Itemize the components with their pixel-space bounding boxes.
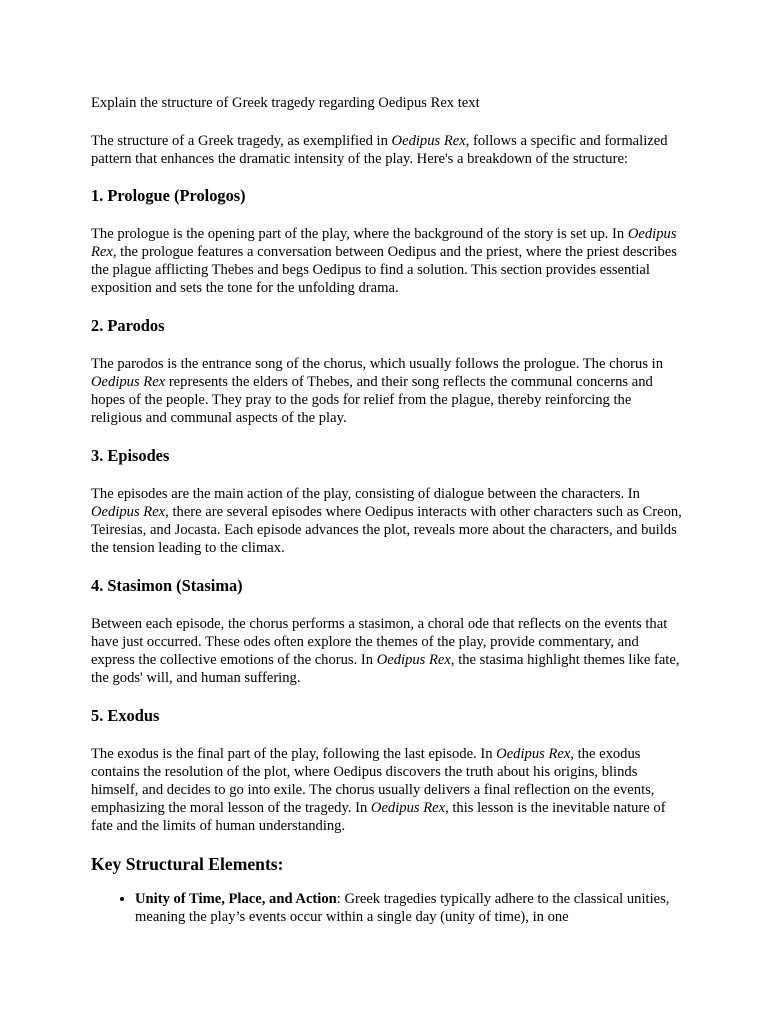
section-heading-stasimon: 4. Stasimon (Stasima) (91, 576, 243, 595)
play-title: Oedipus Rex (91, 374, 166, 390)
section-text: , this lesson is the inevitable nature of fate and the limits of human understanding. (91, 800, 666, 834)
section-text: The parodos is the entrance song of the chorus, which usually follows the prologue. The chorus in (91, 356, 663, 372)
section-text: , the stasima highlight themes like fate, the gods' will, and human suffering. (91, 652, 680, 686)
intro-paragraph (91, 132, 683, 168)
section-body-exodus (91, 745, 683, 835)
section-text: represents the elders of Thebes, and their song reflects the communal concerns and hopes of the people. They pray to the gods for relief from the plague, thereby reinforcing the religious and communal aspects of the play. (91, 374, 653, 426)
intro-title: Oedipus Rex (391, 133, 466, 149)
section-heading-episodes: 3. Episodes (91, 446, 170, 465)
play-title: Oedipus Rex (91, 226, 677, 260)
section-heading-exodus: 5. Exodus (91, 706, 160, 725)
list-item-text: : Greek tragedies typically adhere to the classical unities, meaning the play’s events occur within a single day (unity of time), in one (135, 891, 670, 925)
section-body-parodos (91, 355, 683, 427)
play-title: Oedipus Rex (376, 652, 451, 668)
list-item-term: Unity of Time, Place, and Action (135, 891, 337, 907)
section-body-stasimon (91, 615, 683, 687)
section-text: The prologue is the opening part of the play, where the background of the story is set up. In (91, 226, 628, 242)
play-title: Oedipus Rex (370, 800, 446, 816)
section-body-prologue (91, 225, 683, 297)
list-item (135, 890, 683, 926)
question-text: Explain the structure of Greek tragedy regarding Oedipus Rex text (91, 95, 480, 111)
play-title: Oedipus Rex (91, 504, 166, 520)
section-text: The exodus is the final part of the play, following the last episode. In (91, 746, 497, 762)
intro-text-start: The structure of a Greek tragedy, as exemplified in (91, 133, 392, 149)
section-text: The episodes are the main action of the play, consisting of dialogue between the characters. In (91, 486, 640, 502)
key-elements-list (91, 890, 683, 926)
document-page (91, 94, 683, 926)
section-body-episodes (91, 485, 683, 557)
section-text: , the prologue features a conversation between Oedipus and the priest, where the priest describes the plague afflicting Thebes and begs Oedipus to find a solution. This section provides essential exposition and sets the tone for the unfolding drama. (91, 244, 677, 296)
key-elements-heading: Key Structural Elements: (91, 854, 284, 874)
play-title: Oedipus Rex (496, 746, 571, 762)
section-text: , there are several episodes where Oedipus interacts with other characters such as Creon, Teiresias, and Jocasta. Each episode advances the plot, reveals more about the characters, and builds the tension leading to the climax. (91, 504, 682, 556)
section-text: , the exodus contains the resolution of the plot, where Oedipus discovers the truth about his origins, blinds himself, and decides to go into exile. The chorus usually delivers a final reflection on the events, emphasizing the moral lesson of the tragedy. In (91, 746, 655, 816)
intro-text-end: , follows a specific and formalized pattern that enhances the dramatic intensity of the play. Here's a breakdown of the structure: (91, 133, 668, 167)
section-heading-prologue: 1. Prologue (Prologos) (91, 186, 246, 205)
section-heading-parodos: 2. Parodos (91, 316, 165, 335)
section-text: Between each episode, the chorus performs a stasimon, a choral ode that reflects on the events that have just occurred. These odes often explore the themes of the play, provide commentary, and express the collective emotions of the chorus. In (91, 616, 668, 668)
